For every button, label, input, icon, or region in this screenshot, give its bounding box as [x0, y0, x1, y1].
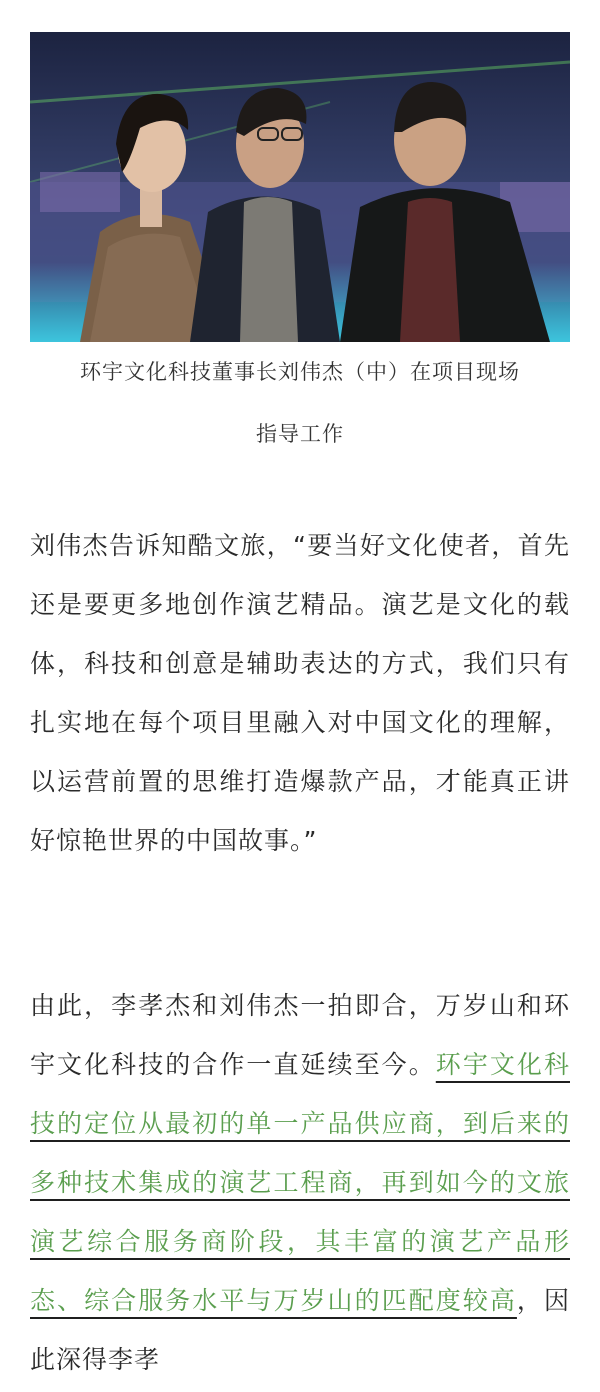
article-paragraph-1: 刘伟杰告诉知酷文旅，“要当好文化使者，首先还是要更多地创作演艺精品。演艺是文化的载体，科技和创意是辅助表达的方式，我们只有扎实地在每个项目里融入对中国文化的理解，以运营前置的思维打造爆款产品，才能真正讲好惊艳世界的中国故事。” [30, 531, 570, 855]
article-photo [30, 32, 570, 342]
photo-caption-line2: 指导工作 [256, 422, 344, 446]
paragraph-2-tail: ，因此深得李孝 [30, 1286, 570, 1374]
article-paragraph-2 [30, 976, 570, 1389]
highlighted-text: 环宇文化科技的定位从最初的单一产品供应商，到后来的多种技术集成的演艺工程商，再到如今的文旅演艺综合服务商阶段，其丰富的演艺产品形态、综合服务水平与万岁山的匹配度较高 [30, 1050, 570, 1315]
paragraph-2-lead: 由此，李孝杰和刘伟杰一拍即合，万岁山和环宇文化科技的合作一直延续至今。 [30, 991, 570, 1079]
photo-caption-line1: 环宇文化科技董事长刘伟杰（中）在项目现场 [80, 360, 520, 384]
photo-illustration [30, 32, 570, 342]
